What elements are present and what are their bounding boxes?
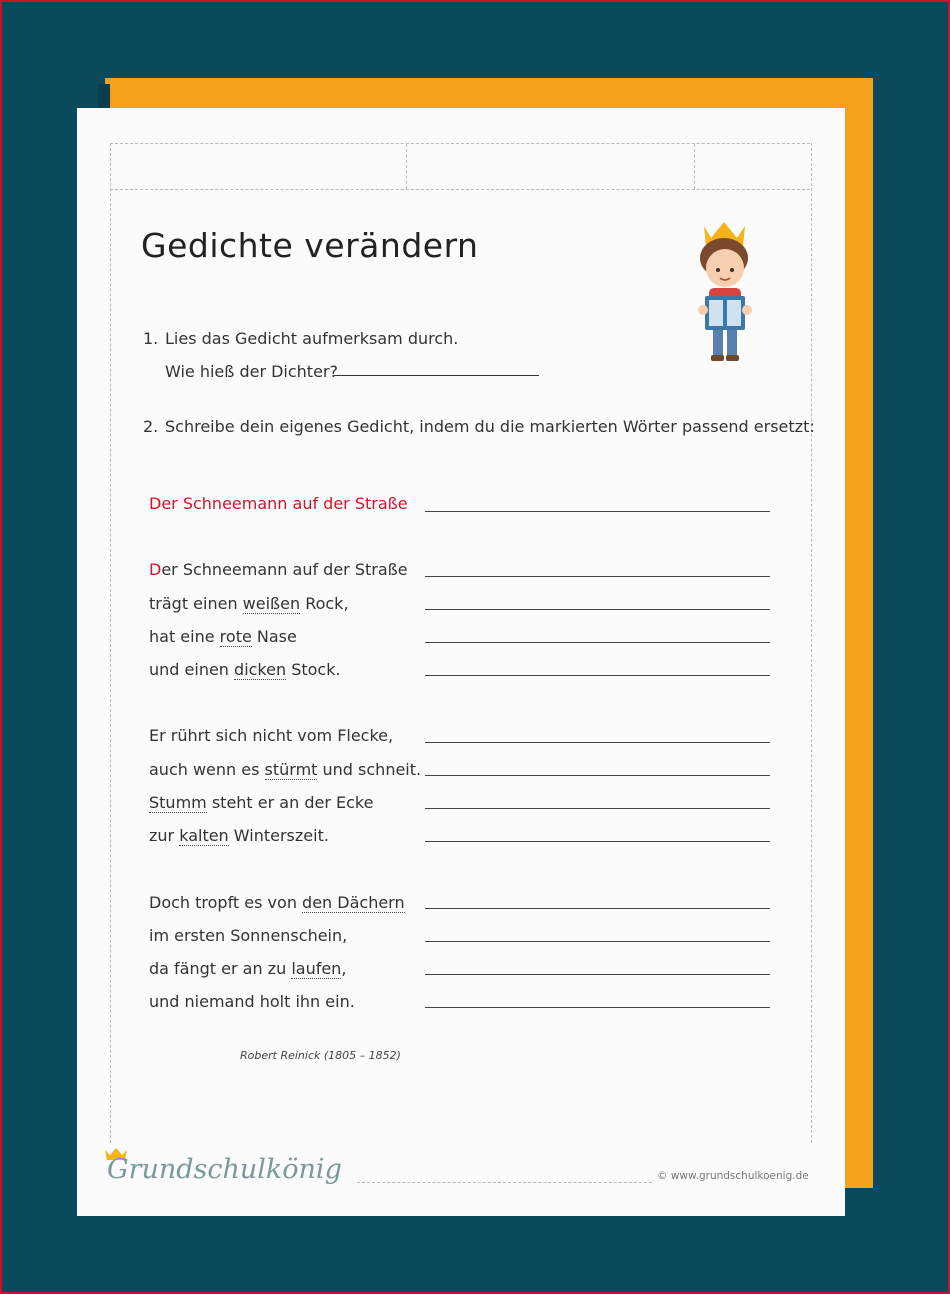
answer-line[interactable] bbox=[425, 642, 770, 643]
brand-logo: Grundschulkönig bbox=[107, 1154, 342, 1185]
worksheet-page bbox=[77, 108, 845, 1216]
poem-line bbox=[149, 793, 373, 812]
marked-word: stürmt bbox=[264, 760, 318, 779]
poem-line-text: Nase bbox=[251, 627, 297, 646]
poem-title: Der Schneemann auf der Straße bbox=[149, 494, 408, 513]
poem-author: Robert Reinick (1805 – 1852) bbox=[240, 1049, 401, 1062]
poem-line-text: Winterszeit. bbox=[228, 826, 329, 845]
task2-instruction: Schreibe dein eigenes Gedicht, indem du die markierten Wörter passend ersetzt: bbox=[165, 417, 815, 436]
poem-line bbox=[149, 893, 405, 912]
poem-line bbox=[149, 660, 341, 679]
header-divider bbox=[694, 144, 695, 189]
marked-word: rote bbox=[219, 627, 252, 646]
marked-word: kalten bbox=[179, 826, 229, 845]
poem-line-text: zur bbox=[149, 826, 180, 845]
back-sheet-shadow bbox=[98, 84, 110, 108]
task1-number: 1. bbox=[143, 329, 159, 348]
poem-line bbox=[149, 760, 421, 779]
poem-line-text: und einen bbox=[149, 660, 235, 679]
copyright-text: © www.grundschulkoenig.de bbox=[657, 1170, 809, 1182]
task1-question: Wie hieß der Dichter? bbox=[165, 362, 338, 381]
answer-line[interactable] bbox=[425, 908, 770, 909]
poem-line bbox=[149, 826, 329, 845]
answer-line[interactable] bbox=[425, 1007, 770, 1008]
answer-line[interactable] bbox=[425, 775, 770, 776]
header-divider bbox=[406, 144, 407, 189]
poem-line-text: er Schneemann auf der Straße bbox=[161, 560, 408, 579]
poem-line: im ersten Sonnenschein, bbox=[149, 926, 348, 945]
page-title: Gedichte verändern bbox=[141, 226, 479, 265]
poem-line bbox=[149, 560, 408, 579]
marked-word: dicken bbox=[234, 660, 287, 679]
poem-line-text: trägt einen bbox=[149, 594, 243, 613]
author-answer-blank[interactable] bbox=[333, 375, 539, 376]
initial-letter: D bbox=[149, 560, 162, 579]
marked-word: laufen bbox=[291, 959, 342, 978]
task1-instruction: Lies das Gedicht aufmerksam durch. bbox=[165, 329, 459, 348]
poem-line-text: Rock, bbox=[300, 594, 349, 613]
answer-line[interactable] bbox=[425, 974, 770, 975]
poem-line: und niemand holt ihn ein. bbox=[149, 992, 355, 1011]
poem-line bbox=[149, 627, 297, 646]
marked-word: Stumm bbox=[149, 793, 207, 812]
answer-line[interactable] bbox=[425, 742, 770, 743]
answer-line[interactable] bbox=[425, 576, 770, 577]
poem-line-text: Doch tropft es von bbox=[149, 893, 303, 912]
poem-line bbox=[149, 594, 349, 613]
poem-line-text: Stock. bbox=[286, 660, 341, 679]
answer-line[interactable] bbox=[425, 941, 770, 942]
boy-reading-illustration bbox=[689, 218, 759, 368]
answer-line[interactable] bbox=[425, 675, 770, 676]
poem-line-text: , bbox=[341, 959, 347, 978]
poem-line-text: hat eine bbox=[149, 627, 220, 646]
poem-line-text: auch wenn es bbox=[149, 760, 265, 779]
answer-line[interactable] bbox=[425, 511, 770, 512]
poem-line-text: steht er an der Ecke bbox=[206, 793, 374, 812]
header-boxes bbox=[110, 143, 810, 190]
poem-line bbox=[149, 959, 346, 978]
poem-line-text: und schneit. bbox=[317, 760, 422, 779]
answer-line[interactable] bbox=[425, 808, 770, 809]
marked-word: weißen bbox=[242, 594, 301, 613]
answer-line[interactable] bbox=[425, 609, 770, 610]
footer-divider bbox=[357, 1182, 652, 1183]
task2-number: 2. bbox=[143, 417, 159, 436]
answer-line[interactable] bbox=[425, 841, 770, 842]
poem-line: Er rührt sich nicht vom Flecke, bbox=[149, 726, 394, 745]
poem-line-text: da fängt er an zu bbox=[149, 959, 292, 978]
marked-word: den Dächern bbox=[302, 893, 405, 912]
